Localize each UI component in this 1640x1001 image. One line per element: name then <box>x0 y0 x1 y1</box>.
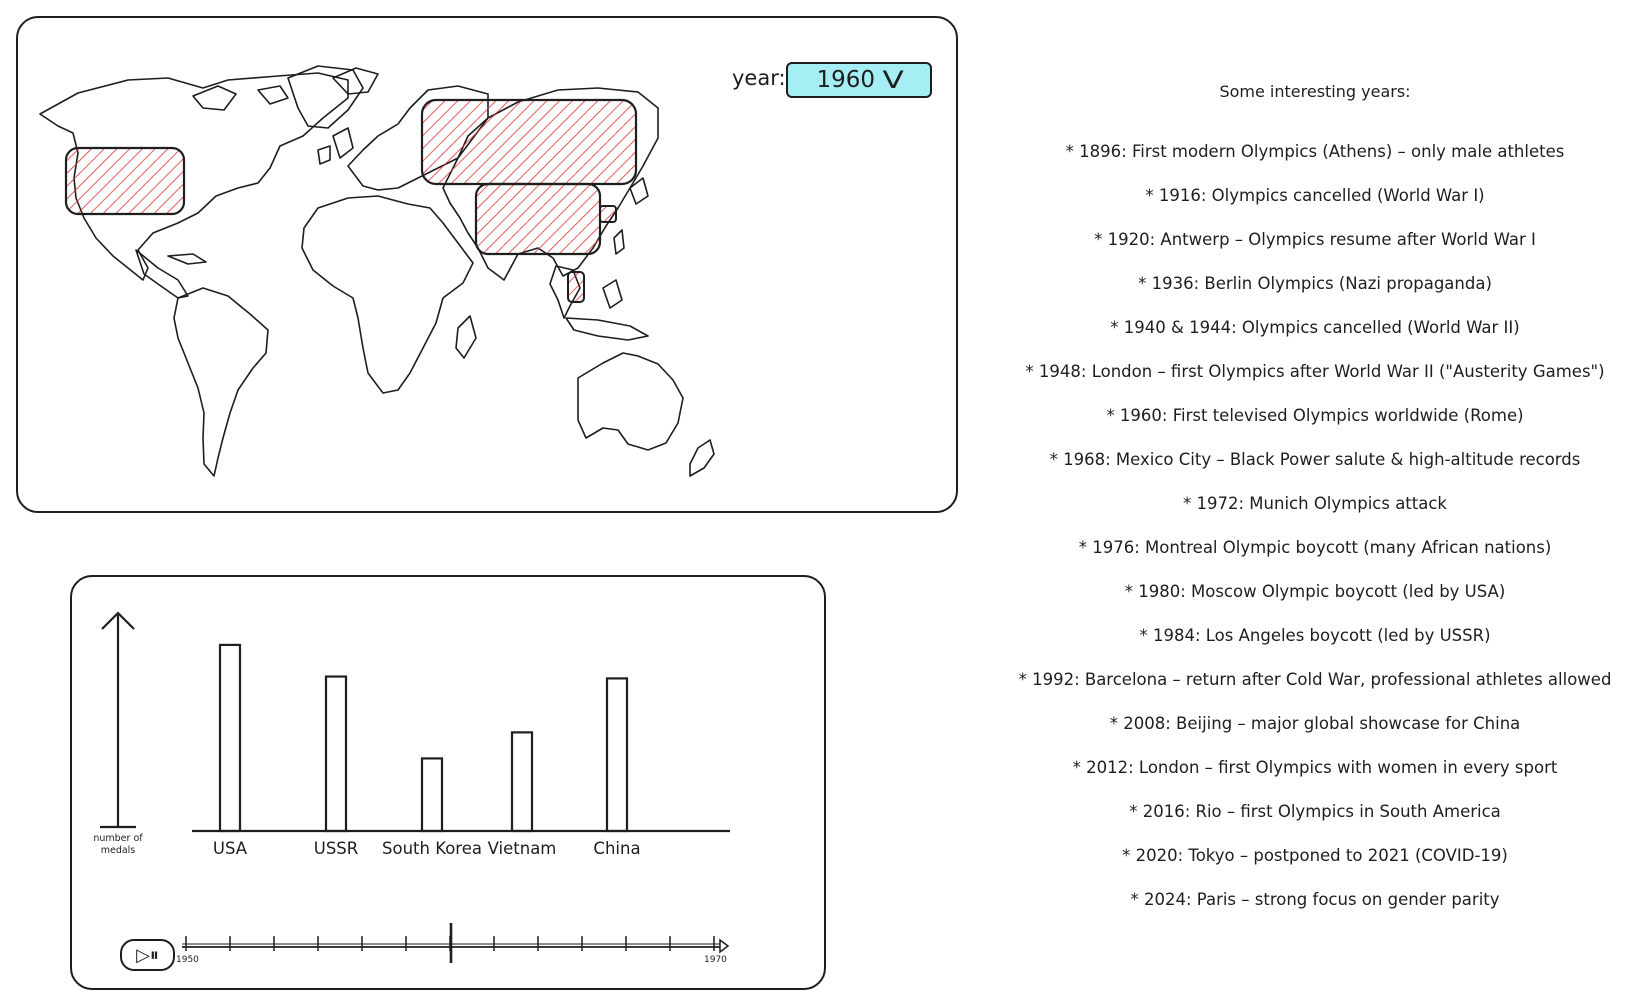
y-axis-label: number of medals <box>93 833 143 856</box>
note-item: * 1968: Mexico City – Black Power salute & high-altitude records <box>1049 450 1581 469</box>
play-pause-button[interactable] <box>120 939 175 971</box>
note-item: * 2024: Paris – strong focus on gender parity <box>1130 890 1500 909</box>
year-value: 1960 <box>816 67 876 93</box>
note-item: * 2020: Tokyo – postponed to 2021 (COVID-19) <box>1122 846 1508 865</box>
note-item: * 1960: First televised Olympics worldwide (Rome) <box>1106 406 1524 425</box>
continent-australia <box>578 353 683 450</box>
medal-bar-chart <box>72 577 824 988</box>
note-item: * 2008: Beijing – major global showcase for China <box>1109 714 1521 733</box>
highlight-south-korea <box>600 206 616 222</box>
note-item: * 1896: First modern Olympics (Athens) – only male athletes <box>1065 142 1565 161</box>
note-item: * 1948: London – first Olympics after World War II ("Austerity Games") <box>1025 362 1605 381</box>
bar-usa <box>220 645 240 831</box>
medal-chart-panel <box>70 575 826 990</box>
notes-list <box>990 141 1640 933</box>
year-label: year: <box>732 66 786 90</box>
bar-ussr <box>326 677 346 831</box>
note-item: * 2012: London – first Olympics with women in every sport <box>1072 758 1558 777</box>
notes-title: Some interesting years: <box>1219 82 1411 101</box>
bar-label: Vietnam <box>487 839 557 858</box>
note-item: * 1992: Barcelona – return after Cold War, professional athletes allowed <box>1018 670 1612 689</box>
play-pause-icon: ▷⏸ <box>136 944 159 966</box>
world-map-panel <box>16 16 958 513</box>
highlight-usa <box>66 148 184 214</box>
timeline-end-label: 1970 <box>704 955 727 965</box>
bar-label: China <box>593 839 641 858</box>
continent-south-america <box>174 288 268 476</box>
interesting-years-notes <box>990 76 1640 933</box>
note-item: * 1972: Munich Olympics attack <box>1183 494 1447 513</box>
timeline-arrow-icon <box>720 940 728 952</box>
bar-vietnam <box>512 732 532 831</box>
highlighted-regions <box>66 100 636 302</box>
highlight-china <box>476 184 600 254</box>
bar-china <box>607 678 627 831</box>
highlight-vietnam <box>568 272 584 302</box>
note-item: * 1916: Olympics cancelled (World War I) <box>1145 186 1485 205</box>
bar-label: USA <box>212 839 248 858</box>
timeline-slider <box>182 923 728 963</box>
year-dropdown[interactable] <box>786 62 932 98</box>
continent-africa <box>302 196 473 393</box>
bar-south-korea <box>422 758 442 831</box>
chevron-down-icon: V <box>882 66 904 94</box>
note-item: * 1936: Berlin Olympics (Nazi propaganda) <box>1138 274 1492 293</box>
note-item: * 2016: Rio – first Olympics in South America <box>1129 802 1501 821</box>
note-item: * 1980: Moscow Olympic boycott (led by USA) <box>1124 582 1506 601</box>
note-item: * 1984: Los Angeles boycott (led by USSR) <box>1139 626 1491 645</box>
bar-label: South Korea <box>382 839 482 858</box>
note-item: * 1920: Antwerp – Olympics resume after World War I <box>1094 230 1536 249</box>
note-item: * 1976: Montreal Olympic boycott (many African nations) <box>1078 538 1552 557</box>
timeline-start-label: 1950 <box>176 955 199 965</box>
note-item: * 1940 & 1944: Olympics cancelled (World War II) <box>1110 318 1520 337</box>
bar-label: USSR <box>313 839 359 858</box>
highlight-ussr <box>422 100 636 184</box>
